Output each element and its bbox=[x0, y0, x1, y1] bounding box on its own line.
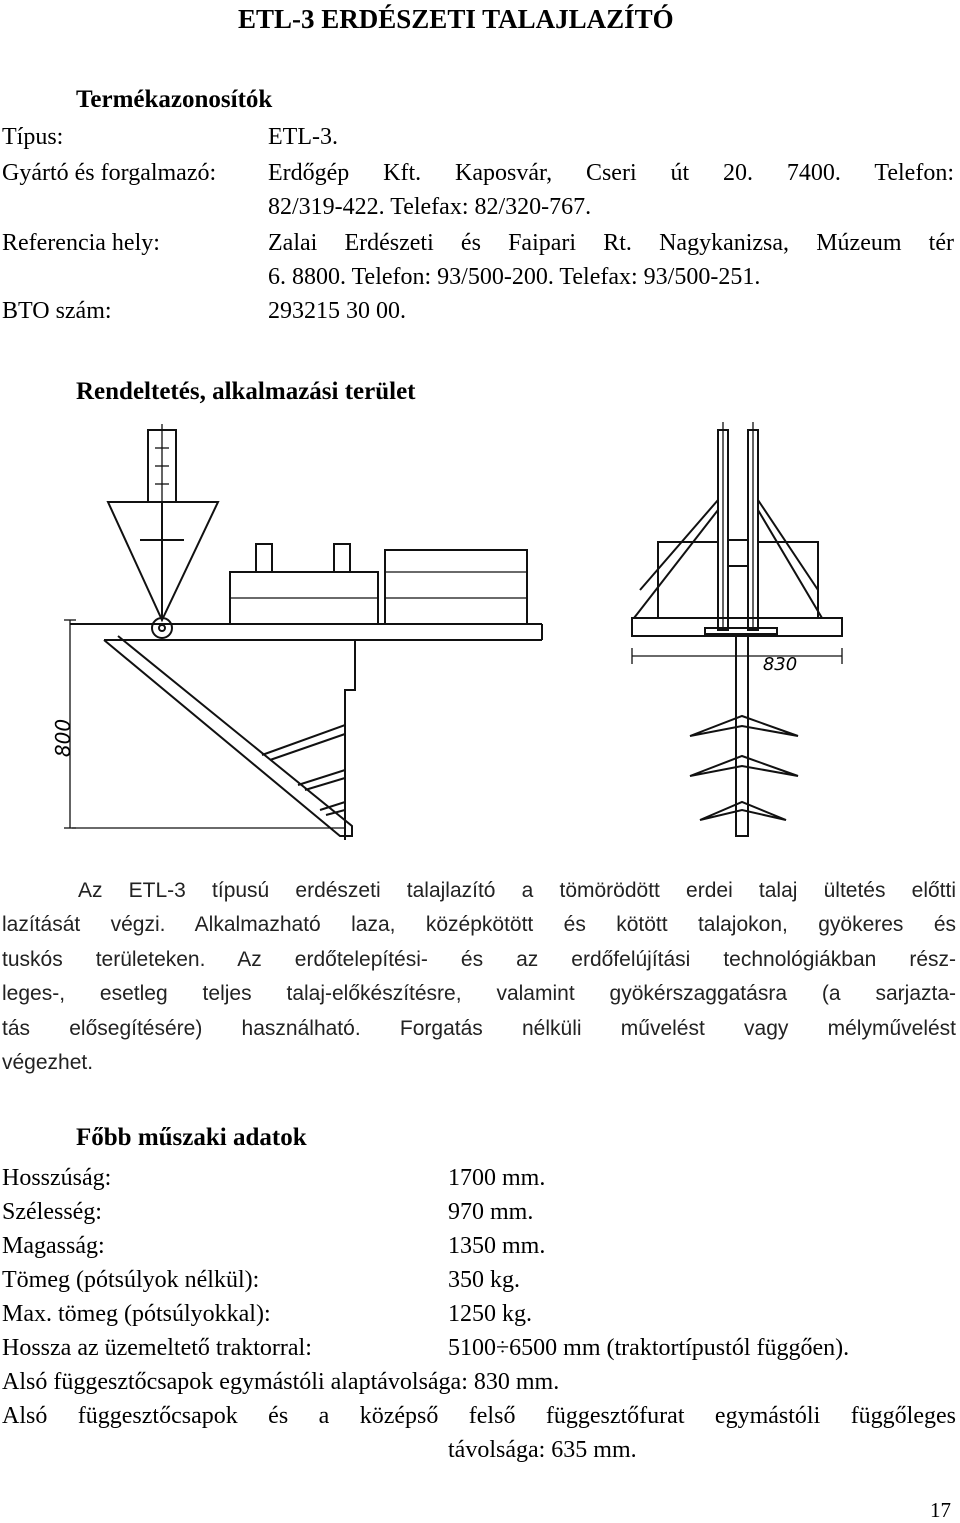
spec-line-830: Alsó függesztőcsapok egymástóli alaptávolsága: 830 mm. bbox=[2, 1369, 560, 1395]
width-dimension-label: 830 bbox=[762, 654, 798, 675]
specs-heading: Főbb műszaki adatok bbox=[76, 1124, 307, 1151]
purpose-line: leges-, esetleg teljes talaj-előkészítésre, valamint gyökérszaggatásra (a sarjazta- bbox=[2, 982, 956, 1006]
purpose-line: végezhet. bbox=[2, 1050, 94, 1074]
technical-drawing bbox=[0, 420, 960, 850]
page-number: 17 bbox=[930, 1498, 951, 1522]
purpose-paragraph bbox=[2, 874, 956, 1080]
purpose-line: tás elősegítésére) használható. Forgatás nélküli művelést vagy mélyművelést bbox=[2, 1016, 956, 1040]
spec-value: 5100÷6500 mm (traktortípustól függően). bbox=[448, 1335, 850, 1361]
purpose-line: lazítását végzi. Alkalmazható laza, középkötött és kötött talajokon, gyökeres és bbox=[2, 913, 956, 937]
spec-label: Hossza az üzemeltető traktorral: bbox=[2, 1335, 312, 1361]
front-view bbox=[632, 422, 842, 836]
spec-value: 1250 kg. bbox=[448, 1301, 532, 1327]
maker-value-line1: Erdőgép Kft. Kaposvár, Cseri út 20. 7400. Telefon: bbox=[268, 160, 954, 186]
spec-line-635-b: távolsága: 635 mm. bbox=[448, 1437, 637, 1463]
height-dimension-label: 800 bbox=[51, 718, 75, 758]
spec-label: Hosszúság: bbox=[2, 1165, 112, 1191]
spec-label: Tömeg (pótsúlyok nélkül): bbox=[2, 1267, 260, 1293]
identifiers-heading: Termékazonosítók bbox=[76, 86, 273, 113]
spec-label: Szélesség: bbox=[2, 1199, 102, 1225]
maker-value-line2: 82/319-422. Telefax: 82/320-767. bbox=[268, 194, 592, 220]
page-title: ETL-3 ERDÉSZETI TALAJLAZÍTÓ bbox=[238, 4, 674, 34]
purpose-line: Az ETL-3 típusú erdészeti talajlazító a tömörödött erdei talaj ültetés előtti bbox=[78, 879, 956, 902]
type-label: Típus: bbox=[2, 124, 64, 150]
reference-value-line1: Zalai Erdészeti és Faipari Rt. Nagykanizsa, Múzeum tér bbox=[268, 230, 954, 256]
purpose-line: tuskós területeken. Az erdőtelepítési- és az erdőfelújítási technológiákban rész- bbox=[2, 947, 956, 971]
spec-value: 1350 mm. bbox=[448, 1233, 546, 1259]
spec-value: 1700 mm. bbox=[448, 1165, 546, 1191]
bto-label: BTO szám: bbox=[2, 298, 112, 324]
reference-value-line2: 6. 8800. Telefon: 93/500-200. Telefax: 93/500-251. bbox=[268, 264, 761, 290]
side-view bbox=[64, 424, 542, 840]
purpose-heading: Rendeltetés, alkalmazási terület bbox=[76, 378, 416, 405]
spec-label: Magasság: bbox=[2, 1233, 105, 1259]
maker-label: Gyártó és forgalmazó: bbox=[2, 160, 217, 186]
type-value: ETL-3. bbox=[268, 124, 338, 150]
spec-label: Max. tömeg (pótsúlyokkal): bbox=[2, 1301, 271, 1327]
spec-value: 970 mm. bbox=[448, 1199, 534, 1225]
bto-value: 293215 30 00. bbox=[268, 298, 406, 324]
reference-label: Referencia hely: bbox=[2, 230, 160, 256]
spec-line-635-a: Alsó függesztőcsapok és a középső felső függesztőfurat egymástóli függőleges bbox=[2, 1403, 956, 1429]
spec-value: 350 kg. bbox=[448, 1267, 520, 1293]
